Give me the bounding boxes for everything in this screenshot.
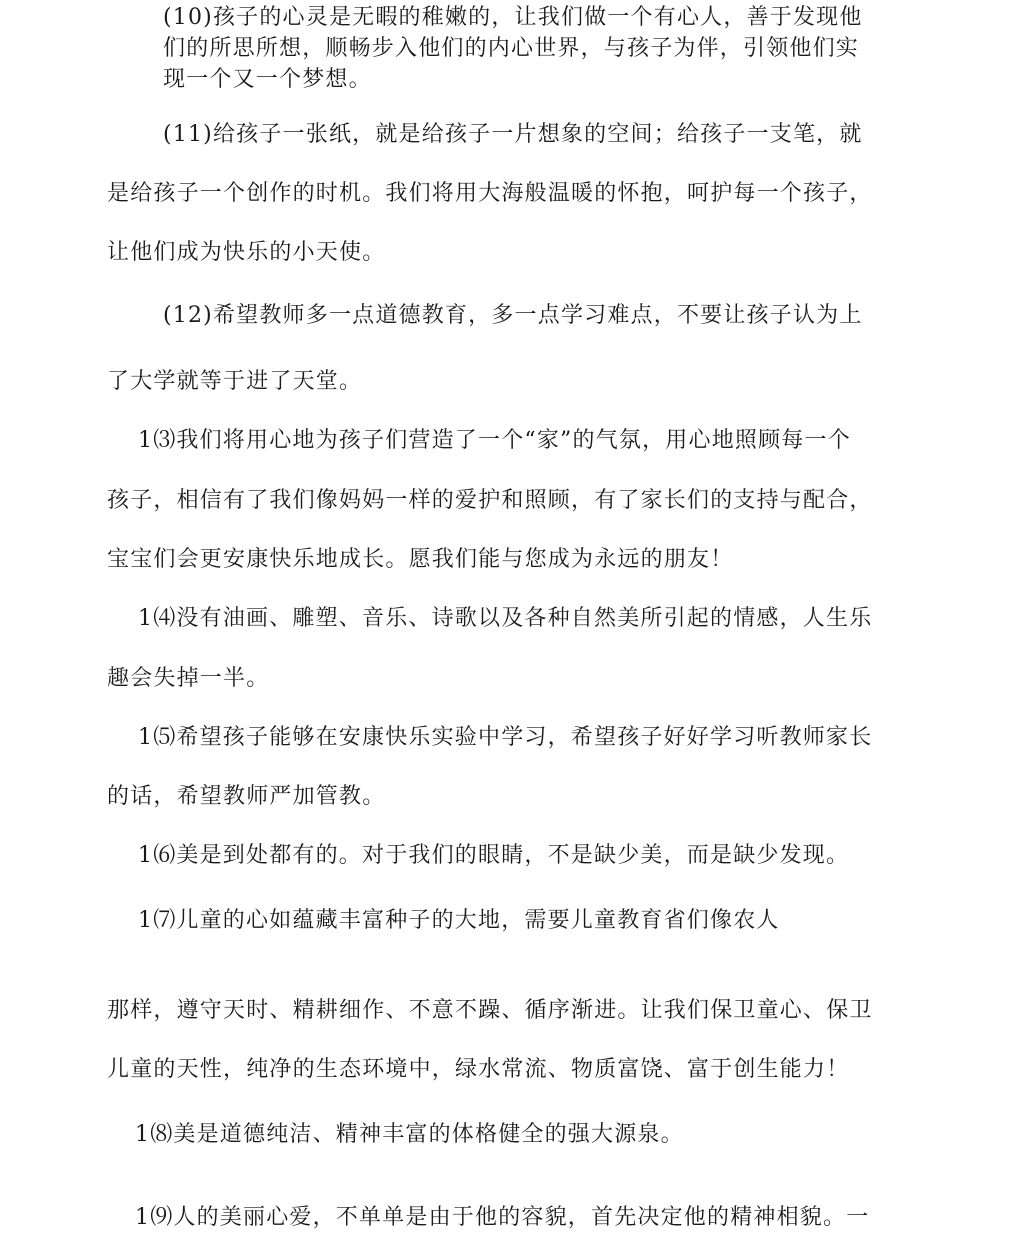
paragraph-line: 们的所思所想，顺畅步入他们的内心世界，与孩子为伴，引领他们实: [163, 36, 860, 61]
paragraph-line: 1⑹美是到处都有的。对于我们的眼睛，不是缺少美，而是缺少发现。: [138, 843, 850, 868]
paragraph-line: 趣会失掉一半。: [107, 666, 270, 691]
paragraph-line: 了大学就等于进了天堂。: [107, 369, 363, 394]
paragraph-line: 1⑺儿童的心如蕴藏丰富种子的大地，需要儿童教育省们像农人: [138, 908, 780, 933]
paragraph-line: 1⑶我们将用心地为孩子们营造了一个“家”的气氛，用心地照顾每一个: [138, 428, 851, 453]
paragraph-line: 那样，遵守天时、精耕细作、不意不躁、循序渐进。让我们保卫童心、保卫: [107, 998, 873, 1023]
paragraph-line: 现一个又一个梦想。: [163, 67, 372, 92]
paragraph-line: 孩子，相信有了我们像妈妈一样的爱护和照顾，有了家长们的支持与配合，: [107, 488, 873, 513]
paragraph-line: 1⑷没有油画、雕塑、音乐、诗歌以及各种自然美所引起的情感，人生乐: [138, 606, 873, 631]
paragraph-line: (11)给孩子一张纸，就是给孩子一片想象的空间；给孩子一支笔，就: [163, 122, 863, 147]
paragraph-line: 1⑻美是道德纯洁、精神丰富的体格健全的强大源泉。: [135, 1122, 684, 1147]
paragraph-line: 宝宝们会更安康快乐地成长。愿我们能与您成为永远的朋友！: [107, 547, 734, 572]
paragraph-line: 让他们成为快乐的小天使。: [107, 240, 386, 265]
paragraph-line: 儿童的天性，纯净的生态环境中，绿水常流、物质富饶、富于创生能力！: [107, 1057, 850, 1082]
paragraph-line: (10)孩子的心灵是无暇的稚嫩的，让我们做一个有心人，善于发现他: [163, 5, 863, 30]
paragraph-line: 是给孩子一个创作的时机。我们将用大海般温暖的怀抱，呵护每一个孩子，: [107, 181, 873, 206]
paragraph-line: 1⑼人的美丽心爱，不单单是由于他的容貌，首先决定他的精神相貌。一: [135, 1205, 870, 1230]
paragraph-line: (12)希望教师多一点道德教育，多一点学习难点，不要让孩子认为上: [163, 303, 863, 328]
paragraph-line: 1⑸希望孩子能够在安康快乐实验中学习，希望孩子好好学习听教师家长: [138, 725, 873, 750]
paragraph-line: 的话，希望教师严加管教。: [107, 784, 386, 809]
